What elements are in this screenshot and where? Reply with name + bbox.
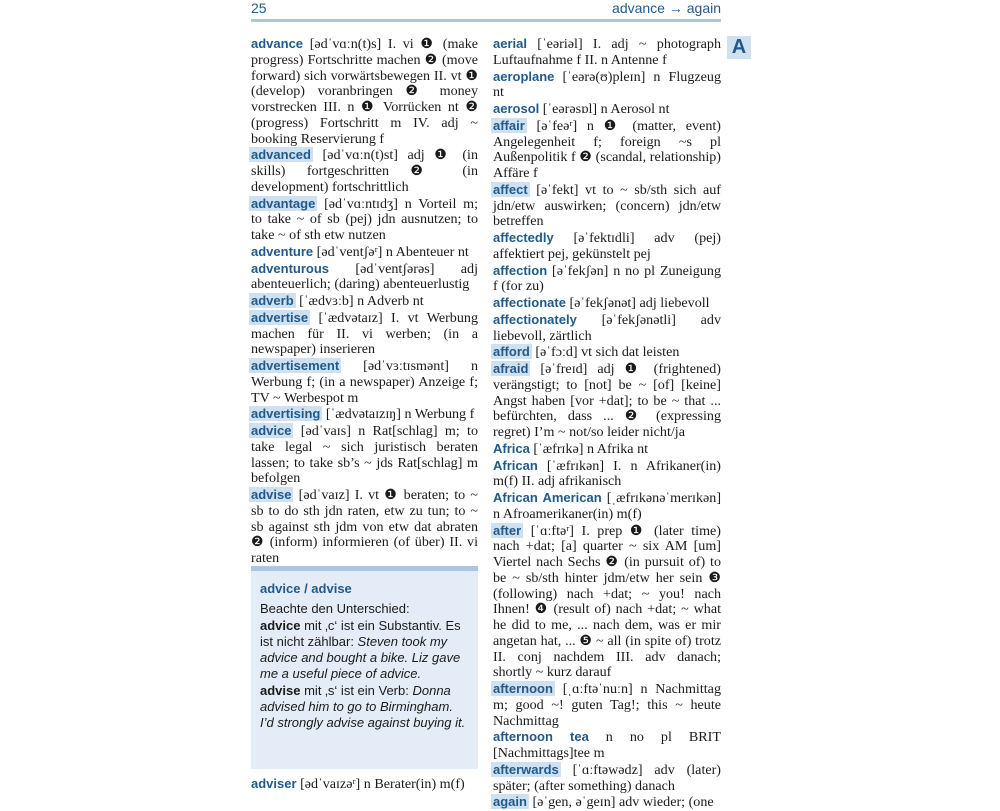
entry-adviser: [251, 776, 478, 793]
dictionary-entry: [251, 147, 478, 195]
entry-body: [ədˈvɜːtɪsmənt] n Werbung f; (in a newspaper) Anzeige f; TV ~ Werbespot m: [251, 358, 478, 406]
entry-body: [ˈædvətaɪz] I. vt Werbung machen für II. vi werben; (in a newspaper) inserieren: [251, 309, 478, 358]
entry-body: [ˈæfrɪkən] I. n Afrikaner(in) m(f) II. adj afrikanisch: [493, 457, 721, 490]
entry-body: [ədˈvɑːntɪdʒ] n Vorteil m; to take ~ of sb (pej) jdn ausnutzen; to take ~ of sth etw nutzen: [251, 195, 478, 243]
entry-body: [ədˈvɑːn(t)s] I. vi ❶ (make progress) Fortschritte machen ❷ (move forward) sich vorwärtsbewegen II. vt ❶ (develop) voranbringen ❷ money vorstrecken III. n ❶ Vorrücken nt ❷ (progress) Fortschritt m IV. adj ~ booking Reservierung f: [251, 36, 478, 147]
headword: adventurous: [251, 260, 330, 276]
entry-body: [ədˈvaɪz] I. vt ❶ beraten; to ~ sb to do sth jdn raten, etw zu tun; to ~ sb against sth jdm von etw dat abraten ❷ (inform) informieren (of über) II. vi raten: [251, 487, 478, 566]
entry-body: n no pl BRIT [Nachmittags]tee m: [493, 729, 721, 761]
dictionary-entry: [493, 523, 721, 682]
dictionary-entry: [493, 361, 721, 441]
headword: Africa: [493, 440, 530, 456]
entry-body: [əˈfekʃən] n no pl Zuneigung f (for zu): [493, 262, 721, 295]
headword: affect: [493, 181, 528, 197]
entry-body: [ˈædvətaɪzɪŋ] n Werbung f: [322, 406, 475, 423]
headword: advice: [251, 423, 292, 438]
headword: affectedly: [493, 230, 554, 245]
entry-body: [ˈeərə(ʊ)pleɪn] n Flugzeug nt: [493, 68, 721, 101]
headword: affectionately: [493, 311, 577, 327]
dictionary-entry: [251, 261, 478, 294]
usage-note-box: [251, 566, 478, 769]
dictionary-entry: [251, 310, 478, 358]
usage-note-advise: advise mit ‚s‘ ist ein Verb: Donna advised him to go to Birmingham. I’d strongly advise against buying it.: [260, 682, 466, 731]
entry-body: [əˈfekʃənət] adj liebevoll: [565, 295, 710, 311]
headword: after: [493, 522, 522, 538]
dictionary-entry: [493, 118, 721, 182]
entry-body: [ədˈvaɪs] n Rat[schlag] m; to take legal ~ sich juristisch beraten lassen; to take sb’s ~ jds Rat[schlag] m befolgen: [251, 423, 478, 487]
entry-body: [ˈeəriəl] I. adj ~ photograph Luftaufnahme f II. n Antenne f: [493, 36, 721, 68]
entry-body: [ˈeərəsɒl] n Aerosol nt: [539, 101, 670, 117]
entry-body: [ədˈventʃərəs] adj abenteuerlich; (daring) abenteuerlustig: [251, 260, 478, 293]
dictionary-entry: [493, 729, 721, 762]
dictionary-entry: [493, 36, 721, 69]
dictionary-entry: [251, 423, 478, 487]
headword: advantage: [251, 195, 316, 211]
headword-range: advance → again: [612, 0, 721, 16]
headword: adviser: [251, 776, 297, 791]
dictionary-entry: [493, 490, 721, 523]
dictionary-page: [251, 0, 722, 811]
entry-body: [ˌɑːftəˈnuːn] n Nachmittag m; good ~! guten Tag!; this ~ heute Nachmittag: [493, 681, 721, 729]
entry-body: [əˈfeəʳ] n ❶ (matter, event) Angelegenheit f; foreign ~s pl Außenpolitik f ❷ (scandal, relationship) Affäre f: [493, 117, 721, 181]
dictionary-entry: [251, 358, 478, 406]
headword: afford: [493, 344, 530, 360]
dictionary-entry: [493, 762, 721, 795]
dictionary-entry: [493, 69, 721, 102]
headword: advise: [251, 487, 292, 502]
entry-body: [ˌæfrɪkənəˈmerɪkən] n Afroamerikaner(in) m(f): [493, 490, 722, 522]
entry-body: [əˈfreɪd] adj ❶ (frightened) verängstigt; to [not] be ~ [of] [keine] Angst haben [vor +dat]; to be ~ that ... befürchten, dass ... ❷ (expressing regret) I’m ~ not/so leider nicht/ja: [493, 361, 721, 440]
entry-body: [əˈfɔːd] vt sich dat leisten: [531, 344, 680, 361]
dictionary-entry: [251, 36, 478, 147]
headword: afterwards: [493, 761, 559, 777]
dictionary-entry: [251, 244, 478, 261]
dictionary-entry: [493, 312, 721, 345]
right-column: [493, 36, 721, 811]
dictionary-entry: [251, 406, 478, 423]
dictionary-entry: [493, 794, 721, 811]
headword: advertisement: [251, 358, 340, 373]
dictionary-entry: [493, 101, 721, 118]
headword: advertise: [251, 309, 309, 325]
headword: aerosol: [493, 101, 540, 116]
dictionary-entry: [493, 441, 721, 458]
headword: affair: [493, 117, 525, 133]
entry-body: [ˈɑːftəʳ] I. prep ❶ (later time) nach +dat; [a] quarter ~ six AM [um] Viertel nach Sechs ❷ (in pursuit of) to be ~ sb/sth hinter jdm/etw her sein ❸ (following) nach +dat; ~ you! nach Ihnen! ❹ (result of) nach +dat; ~ what he did to me, ... nach dem, was er mir angetan hat, ... ❺ ~ all (in spite of) trotz II. conj nachdem III. adv danach; shortly ~ kurz darauf: [493, 522, 721, 681]
dictionary-entry: [493, 263, 721, 296]
page-number: 25: [251, 0, 267, 16]
headword: afternoon: [493, 681, 553, 696]
headword: aeroplane: [493, 68, 555, 84]
headword: adventure: [251, 243, 314, 259]
headword: aerial: [493, 36, 527, 51]
entry-body: [ədˈventʃəʳ] n Abenteuer nt: [313, 243, 469, 260]
entry-body: [ˈɑːftəwədz] adv (later) später; (after something) danach: [493, 761, 721, 794]
entry-body: [əˈgen, əˈgeɪn] adv wieder; (one: [528, 794, 714, 811]
entry-body: [əˈfekt] vt to ~ sb/sth sich auf jdn/etw auswirken; (concern) jdn/etw betreffen: [493, 181, 721, 230]
left-column: [251, 36, 478, 567]
dictionary-entry: [251, 487, 478, 567]
headword: adverb: [251, 293, 294, 308]
entry-body: [ədˈvaɪzəʳ] n Berater(in) m(f): [296, 776, 465, 792]
dictionary-entry: [493, 295, 721, 312]
dictionary-entry: [493, 182, 721, 230]
entry-body: [ədˈvɑːn(t)st] adj ❶ (in skills) fortgeschritten ❷ (in development) fortschrittlich: [251, 147, 478, 195]
headword: afraid: [493, 361, 529, 376]
usage-note-advice: advice mit ‚c‘ ist ein Substantiv. Es ist nicht zählbar: Steven took my advice and bought a bike. Liz gave me a useful piece of advice.: [260, 617, 461, 682]
entry-body: [əˈfekʃənətli] adv liebevoll, zärtlich: [493, 311, 721, 344]
dictionary-entry: [251, 293, 478, 310]
headword: advertising: [251, 406, 321, 422]
headword: advance: [251, 36, 304, 51]
headword: African: [493, 457, 538, 473]
dictionary-entry: [251, 196, 478, 244]
running-header: [251, 0, 721, 18]
dictionary-entry: [493, 458, 721, 491]
usage-note-intro: Beachte den Unterschied:: [260, 601, 410, 617]
usage-note-title: advice / advise: [260, 581, 352, 596]
headword: affection: [493, 262, 548, 278]
dictionary-entry: [493, 344, 721, 361]
entry-body: [əˈfektɪdli] adv (pej) affektiert pej, gekünstelt pej: [493, 230, 721, 262]
header-rule: [251, 19, 721, 22]
entry-body: [ˈædvɜːb] n Adverb nt: [295, 293, 424, 309]
headword: African American: [493, 490, 602, 505]
headword: again: [493, 794, 527, 810]
thumb-index-letter: A: [731, 36, 747, 58]
dictionary-entry: [493, 230, 721, 263]
headword: advanced: [251, 147, 311, 163]
thumb-index-tab[interactable]: [727, 36, 751, 59]
headword: afternoon tea: [493, 729, 589, 745]
dictionary-entry: [493, 681, 721, 729]
entry-body: [ˈæfrɪkə] n Afrika nt: [529, 440, 649, 457]
headword: affectionate: [493, 295, 566, 310]
